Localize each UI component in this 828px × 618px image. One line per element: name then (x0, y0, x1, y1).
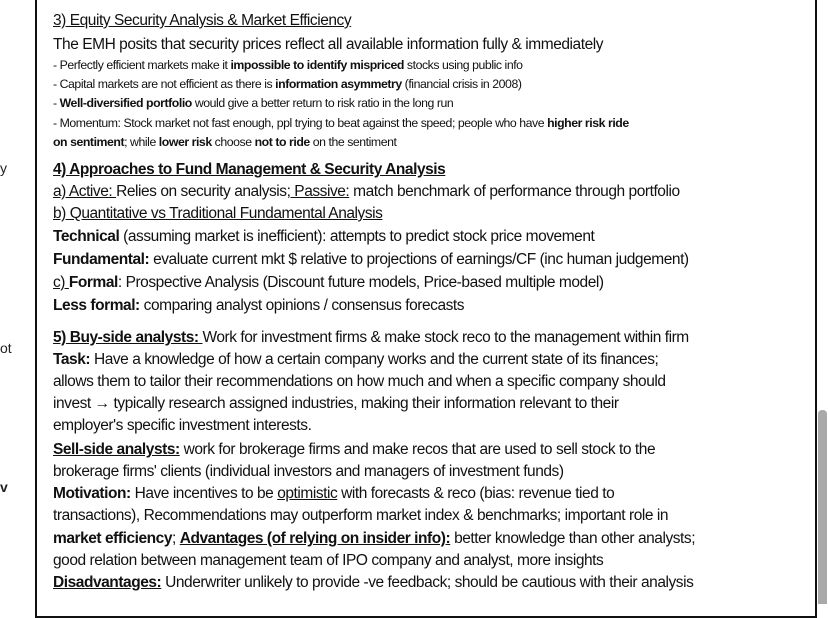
text-line (53, 351, 658, 369)
text-line (53, 395, 619, 413)
text-segment: Less formal: (53, 297, 140, 314)
text-segment: - Momentum: Stock market not fast enough, ppl trying to beat against the speed; people who have (53, 116, 548, 130)
text-segment: match benchmark of performance through portfolio (349, 183, 680, 200)
text-segment: Disadvantages: (53, 574, 162, 591)
text-line (53, 441, 655, 459)
text-segment: Underwriter unlikely to provide -ve feedback; should be cautious with their analysis (161, 574, 694, 591)
text-segment: higher risk ride (547, 116, 629, 130)
text-line (53, 36, 603, 54)
text-segment: ; (172, 530, 180, 547)
text-segment: Motivation: (53, 485, 131, 502)
text-segment: evaluate current mkt $ relative to projections of earnings/CF (inc human judgement) (149, 251, 689, 268)
text-line (53, 251, 689, 269)
text-line (53, 417, 311, 435)
text-segment: information asymmetry (275, 77, 402, 91)
text-line (53, 58, 523, 72)
text-segment: The EMH posits that security prices reflect all available information fully & immediately (53, 36, 604, 53)
text-line (53, 77, 521, 91)
text-segment: comparing analyst opinions / consensus forecasts (139, 297, 465, 314)
text-segment: work for brokerage firms and make recos that are used to sell stock to the (179, 441, 656, 458)
text-segment: on the sentiment (309, 135, 397, 149)
text-line (53, 463, 564, 481)
text-segment: 4) Approaches to Fund Management & Security Analysis (53, 161, 446, 178)
text-segment: b) Quantitative vs Traditional Fundamental Analysis (53, 205, 383, 222)
margin-fragment: ot (0, 340, 12, 356)
text-segment: Relies on security analysis (116, 183, 287, 200)
text-segment: (financial crisis in 2008) (401, 77, 522, 91)
text-segment: Advantages (of relying on insider info): (179, 530, 451, 547)
vertical-scrollbar[interactable] (818, 410, 827, 604)
text-segment: Fundamental: (53, 251, 150, 268)
section-heading (53, 12, 351, 30)
text-segment: ; while (124, 135, 159, 149)
text-line (53, 183, 680, 201)
text-segment: impossible to identify mispriced (230, 58, 404, 72)
text-segment: : Prospective Analysis (Discount future models, Price-based multiple model) (117, 274, 604, 291)
text-segment: employer's specific investment interests. (53, 417, 312, 434)
text-line (53, 274, 604, 292)
text-segment: a) Active: (53, 183, 117, 200)
text-line (53, 96, 453, 110)
text-segment: (assuming market is inefficient): attempts to predict stock price movement (119, 228, 595, 245)
text-segment: Technical (53, 228, 120, 245)
text-line (53, 552, 603, 570)
text-segment: - Perfectly efficient markets make it (53, 58, 231, 72)
text-segment: Sell-side analysts: (53, 441, 180, 458)
text-segment: allows them to tailor their recommendations on how much and when a specific company should (53, 373, 666, 390)
text-segment: brokerage firms' clients (individual investors and managers of investment funds) (53, 463, 564, 480)
text-segment: Formal (68, 274, 118, 291)
text-segment: Task: (53, 351, 91, 368)
section-heading (53, 161, 445, 179)
text-segment: lower risk (158, 135, 212, 149)
text-line (53, 205, 382, 223)
text-line (53, 507, 668, 525)
text-line (53, 485, 614, 503)
text-line (53, 574, 693, 592)
text-line (53, 135, 396, 149)
text-segment: Work for investment firms & make stock reco to the management within firm (202, 329, 689, 346)
text-segment: better knowledge than other analysts; (450, 530, 696, 547)
text-segment: choose (211, 135, 255, 149)
text-segment: stocks using public info (403, 58, 523, 72)
text-segment: - (53, 96, 60, 110)
text-segment: optimistic (277, 485, 338, 502)
text-segment: Well-diversified portfolio (59, 96, 192, 110)
text-line (53, 373, 666, 391)
text-segment: transactions), Recommendations may outperform market index & benchmarks; important role in (53, 507, 669, 524)
text-segment: with forecasts & reco (bias: revenue tied to (337, 485, 615, 502)
text-segment: ; Passive: (286, 183, 350, 200)
text-segment: good relation between management team of IPO company and analyst, more insights (53, 552, 604, 569)
text-line (53, 297, 464, 315)
text-segment: market efficiency (53, 530, 172, 547)
text-segment: 5) Buy-side analysts: (53, 329, 203, 346)
text-line (53, 530, 695, 548)
text-segment: Have a knowledge of how a certain company works and the current state of its finances; (90, 351, 659, 368)
text-segment: would give a better return to risk ratio in the long run (191, 96, 454, 110)
text-segment: not to ride (254, 135, 310, 149)
text-line (53, 116, 629, 130)
text-segment: Have incentives to be (130, 485, 278, 502)
margin-fragment: y (0, 160, 7, 176)
text-line (53, 228, 594, 246)
text-segment: invest → typically research assigned industries, making their information relevant to their (53, 395, 619, 412)
text-segment: - Capital markets are not efficient as there is (53, 77, 276, 91)
margin-fragment: v (0, 479, 8, 495)
section-heading (53, 329, 689, 347)
text-segment: c) (53, 274, 69, 291)
text-segment: 3) Equity Security Analysis & Market Efficiency (53, 12, 352, 29)
text-segment: on sentiment (53, 135, 125, 149)
